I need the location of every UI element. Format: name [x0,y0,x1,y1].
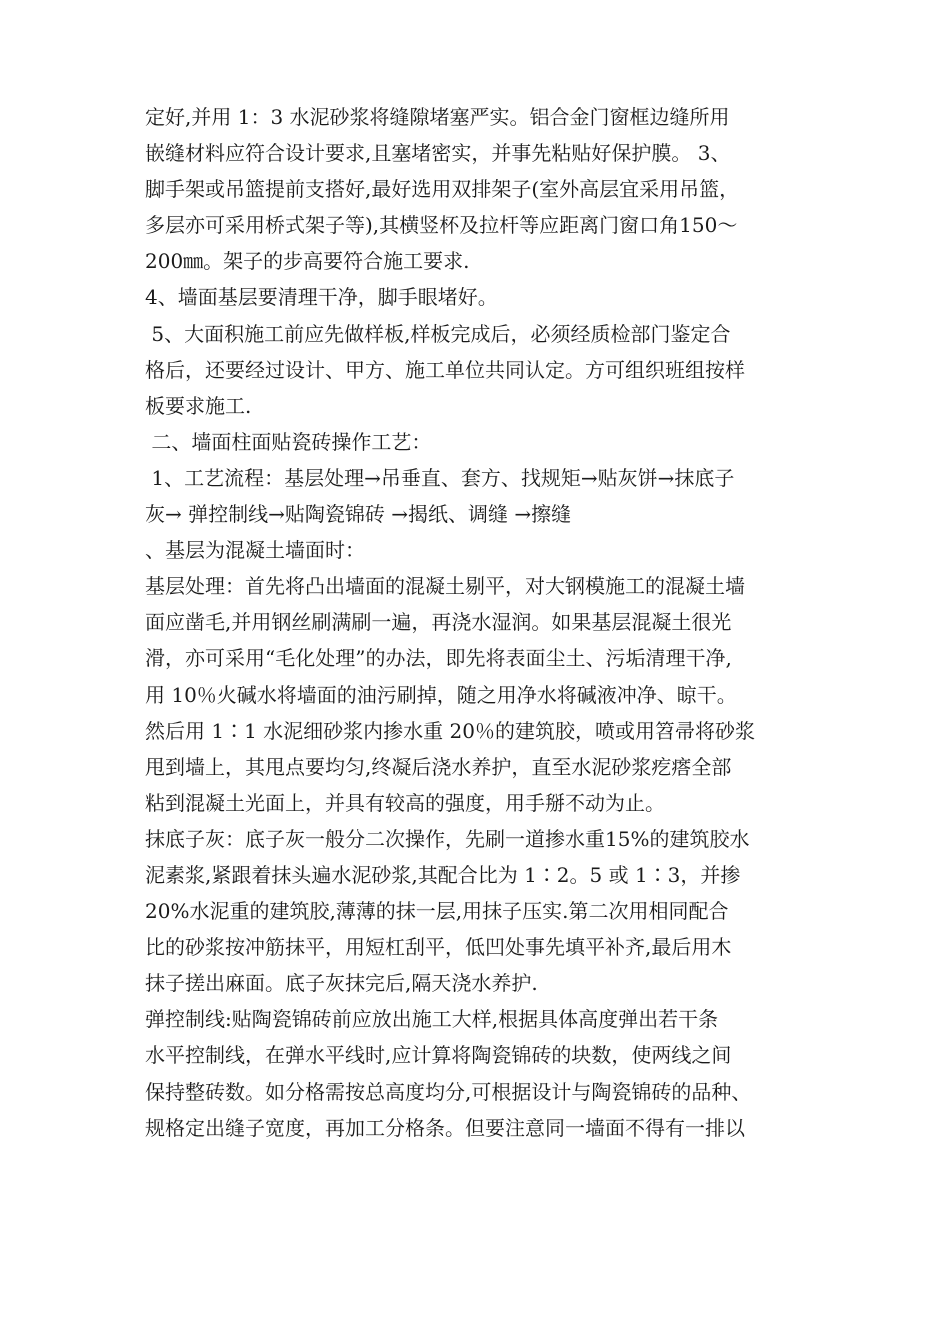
text-line-14: 基层处理：首先将凸出墙面的混凝土剔平，对大钢模施工的混凝土墙 [145,574,745,599]
text-line-22: 泥素浆,紧跟着抹头遍水泥砂浆,其配合比为 1∶2。5 或 1∶3，并掺 [145,862,741,887]
text-line-8: 格后，还要经过设计、甲方、施工单位共同认定。方可组织班组按样 [145,357,745,382]
text-line-12: 灰→ 弹控制线→贴陶瓷锦砖 →揭纸、调缝 →擦缝 [145,502,572,527]
text-line-15: 面应凿毛,并用钢丝刷满刷一遍，再浇水湿润。如果基层混凝土很光 [145,610,732,635]
text-line-4: 多层亦可采用桥式架子等),其横竖杯及拉杆等应距离门窗口角150～ [145,213,738,238]
text-line-19: 甩到墙上，其甩点要均匀,终凝后浇水养护，直至水泥砂浆疙瘩全部 [145,754,732,779]
text-line-3: 脚手架或吊篮提前支搭好,最好选用双排架子(室外高层宜采用吊篮， [145,177,740,202]
text-line-27: 水平控制线，在弹水平线时,应计算将陶瓷锦砖的块数，使两线之间 [145,1043,732,1068]
text-line-21: 抹底子灰：底子灰一般分二次操作，先刷一道掺水重15%的建筑胶水 [145,826,750,851]
section-heading: 二、墙面柱面贴瓷砖操作工艺： [145,429,432,454]
text-line-18: 然后用 1∶1 水泥细砂浆内掺水重 20％的建筑胶，喷或用笤帚将砂浆 [145,718,755,743]
text-line-23: 20%水泥重的建筑胶,薄薄的抹一层,用抹子压实.第二次用相同配合 [145,899,729,924]
text-line-17: 用 10％火碱水将墙面的油污刷掉，随之用净水将碱液冲净、晾干。 [145,682,737,707]
text-line-7: 5、大面积施工前应先做样板,样板完成后，必须经质检部门鉴定合 [145,321,731,346]
text-line-11: 1、工艺流程：基层处理→吊垂直、套方、找规矩→贴灰饼→抹底子 [145,465,735,490]
text-line-9: 板要求施工. [145,393,252,418]
text-line-26: 弹控制线:贴陶瓷锦砖前应放出施工大样,根据具体高度弹出若干条 [145,1007,719,1032]
text-line-1: 定好,并用 1：3 水泥砂浆将缝隙堵塞严实。铝合金门窗框边缝所用 [145,105,730,129]
text-line-5: 200㎜。架子的步高要符合施工要求. [145,249,470,274]
text-line-24: 比的砂浆按冲筋抹平，用短杠刮平，低凹处事先填平补齐,最后用木 [145,935,732,960]
text-line-28: 保持整砖数。如分格需按总高度均分,可根据设计与陶瓷锦砖的品种、 [145,1079,752,1104]
text-line-20: 粘到混凝土光面上，并具有较高的强度，用手掰不动为止。 [145,790,665,815]
body-text [145,99,825,1146]
text-line-29: 规格定出缝子宽度，再加工分格条。但要注意同一墙面不得有一排以 [145,1115,745,1140]
text-line-2: 嵌缝材料应符合设计要求,且塞堵密实，并事先粘贴好保护膜。 3、 [145,141,731,166]
text-line-13: 、基层为混凝土墙面时： [145,538,365,563]
text-line-16: 滑，亦可采用“毛化处理”的办法，即先将表面尘土、污垢清理干净, [145,646,732,671]
text-line-6: 4、墙面基层要清理干净，脚手眼堵好。 [145,285,498,310]
text-line-25: 抹子搓出麻面。底子灰抹完后,隔天浇水养护. [145,971,538,996]
